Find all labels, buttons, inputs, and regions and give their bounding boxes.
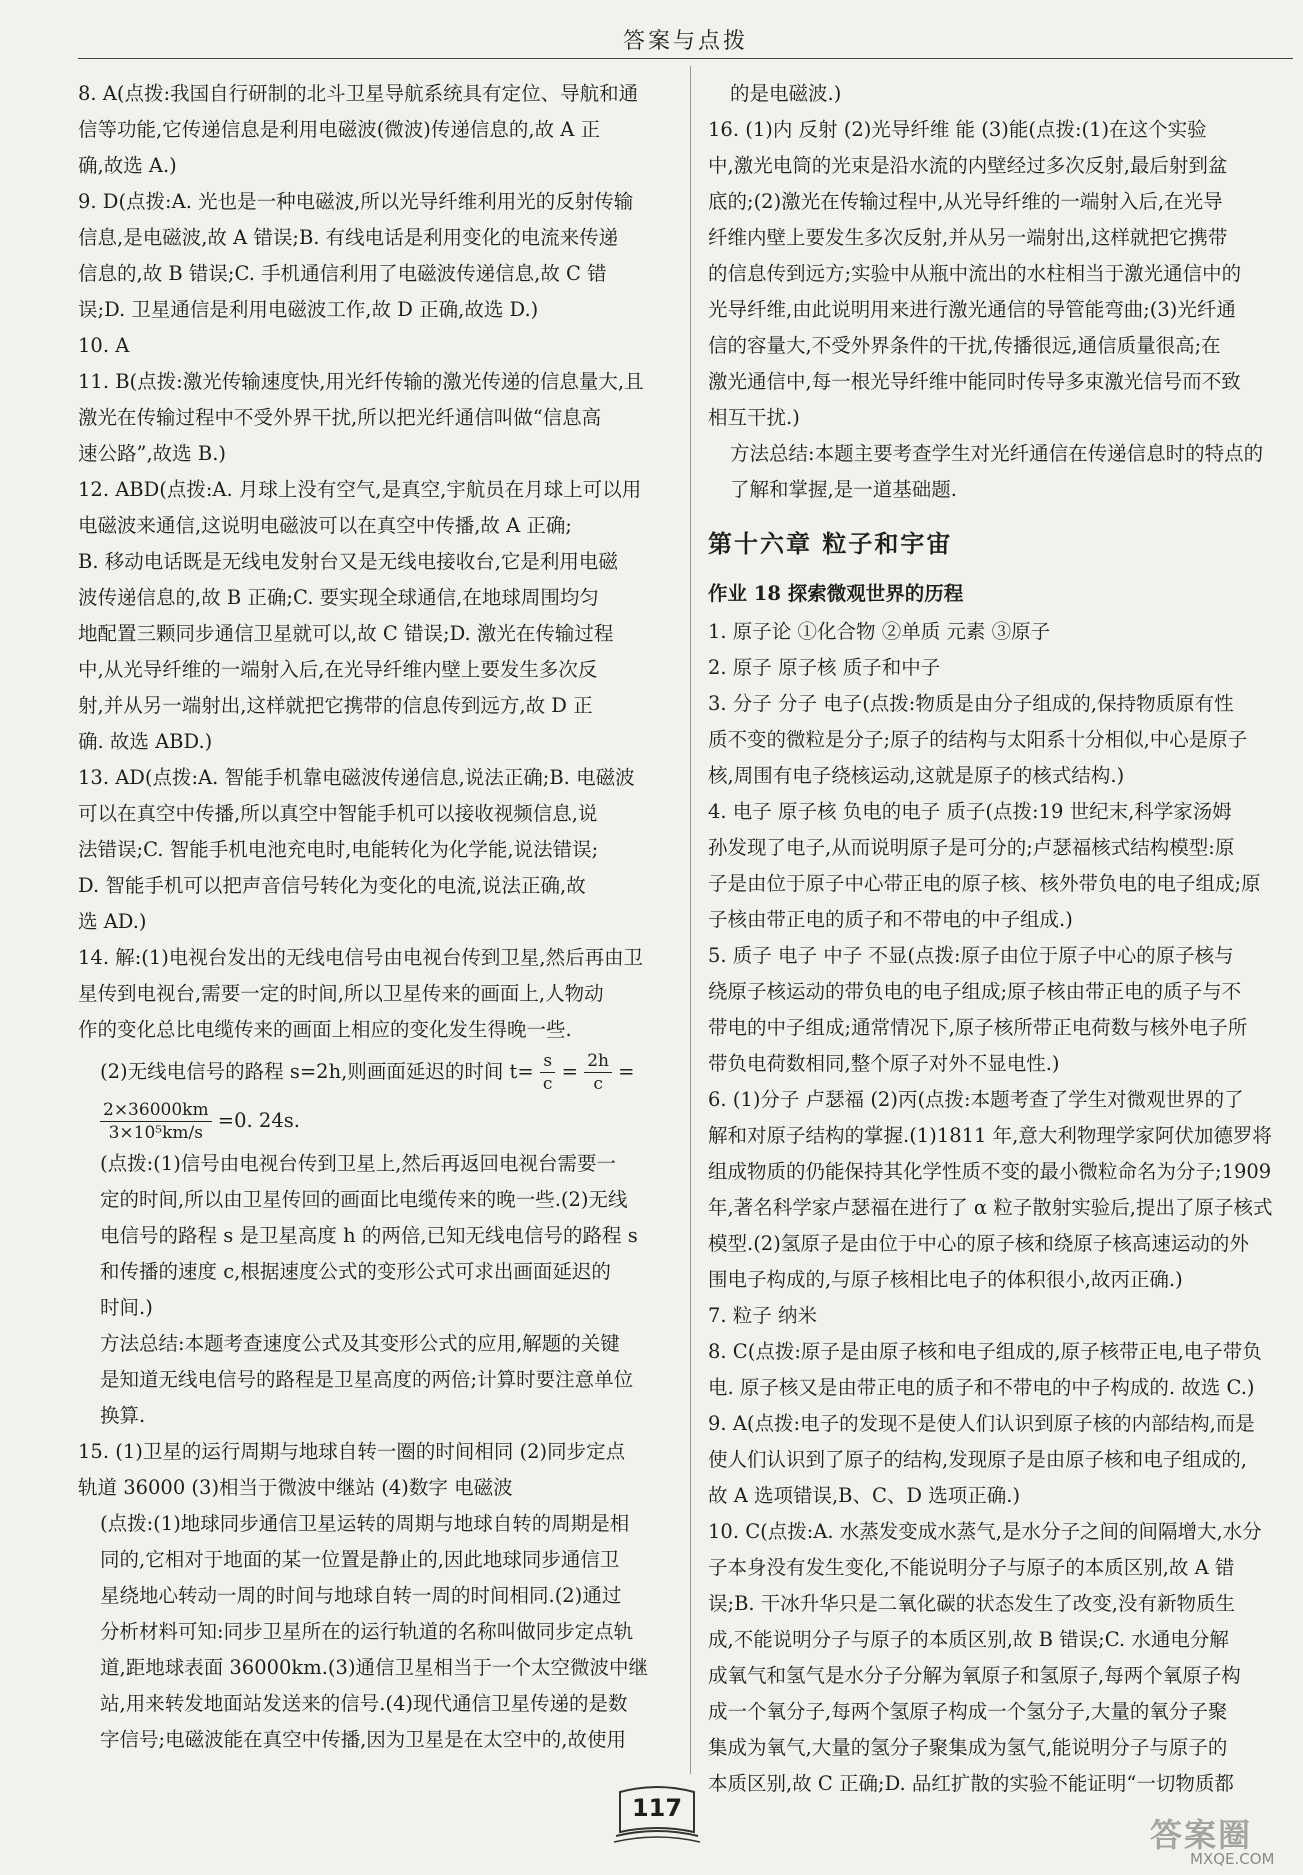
answer-15-continued: 的是电磁波.): [730, 82, 842, 105]
right-column: [708, 76, 1296, 1802]
chapter-title: 第十六章 粒子和宇宙: [708, 529, 953, 558]
equals-sign: =: [618, 1060, 635, 1083]
answer-15: 15. (1)卫星的运行周期与地球自转一圈的时间相同 (2)同步定点 轨道 36000 (3)相当于微波中继站 (4)数字 电磁波: [78, 1440, 626, 1499]
formula-line-2: [78, 1099, 675, 1144]
header-title: 答案与点拨: [622, 29, 748, 54]
answer-14: 14. 解:(1)电视台发出的无线电信号由电视台传到卫星,然后再由卫 星传到电视台,需要一定的时间,所以卫星传来的画面上,人物动 作的变化总比电缆传来的画面上相应的变化发生得晚一些.: [78, 946, 644, 1041]
answer-11: 11. B(点拨:激光传输速度快,用光纤传输的激光传递的信息量大,且 激光在传输过程中不受外界干扰,所以把光纤通信叫做“信息高 速公路”,故选 B.): [78, 370, 644, 465]
formula-line-1: [78, 1050, 675, 1095]
answer-8: 8. A(点拨:我国自行研制的北斗卫星导航系统具有定位、导航和通 信等功能,它传递信息是利用电磁波(微波)传递信息的,故 A 正 确,故选 A.): [78, 82, 639, 177]
answer-16: 16. (1)内 反射 (2)光导纤维 能 (3)能(点拨:(1)在这个实验 中,激光电筒的光束是沿水流的内壁经过多次反射,最后射到盆 底的;(2)激光在传输过程中,从光导纤维的一端射入后,在光导 纤维内壁上要发生多次反射,并从另一端射出,这样就把它携带 的信息传到远方;实验中从瓶中流出的水柱相当于激光通信中的 光导纤维,由此说明用来进行激光通信的导管能弯曲;(3)光纤通 信的容量大,不受外界条件的干扰,传播很远,通信质量很高;在 激光通信中,每一根光导纤维中能同时传导多束激光信号而不致 相互干扰.): [708, 118, 1242, 429]
question-10: 10. C(点拨:A. 水蒸发变成水蒸气,是水分子之间的间隔增大,水分 子本身没有发生变化,不能说明分子与原子的本质区别,故 A 错 误;B. 干冰升华只是二氧化碳的状态发生了改变,没有新物质生 成,不能说明分子与原子的本质区别,故 B 错误;C. 水通电分解 成氧气和氢气是水分子分解为氧原子和氢原子,每两个氧原子构 成一个氧分子,每两个氢原子构成一个氢分子,大量的氧分子聚 集成为氧气,大量的氢分子聚集成为氢气,能说明分子与原子的 本质区别,故 C 正确;D. 品红扩散的实验不能证明“一切物质都: [708, 1520, 1262, 1795]
watermark-logo-text: 答案圈: [1150, 1816, 1253, 1854]
page-header: [78, 0, 1293, 59]
question-2: 2. 原子 原子核 质子和中子: [708, 656, 941, 679]
answer-14-hint: (点拨:(1)信号由电视台传到卫星上,然后再返回电视台需要一 定的时间,所以由卫星传回的画面比电缆传来的晚一些.(2)无线 电信号的路程 s 是卫星高度 h 的两倍,已知无线电信号的路程 s 和传播的速度 c,根据速度公式的变形公式可求出画面延迟的 时间.): [100, 1152, 638, 1319]
fraction-calculation: [100, 1099, 212, 1144]
fraction-denominator: 3×10⁵km/s: [108, 1123, 203, 1143]
answer-16-summary: 方法总结:本题主要考查学生对光纤通信在传递信息时的特点的 了解和掌握,是一道基础题.: [730, 442, 1264, 501]
answer-13: 13. AD(点拨:A. 智能手机靠电磁波传递信息,说法正确;B. 电磁波 可以在真空中传播,所以真空中智能手机可以接收视频信息,说 法错误;C. 智能手机电池充电时,电能转化为化学能,说法错误; D. 智能手机可以把声音信号转化为变化的电流,说法正确,故 选 AD.): [78, 766, 635, 933]
question-3: 3. 分子 分子 电子(点拨:物质是由分子组成的,保持物质原有性 质不变的微粒是分子;原子的结构与太阳系十分相似,中心是原子 核,周围有电子绕核运动,这就是原子的核式结构.): [708, 692, 1248, 787]
question-1: 1. 原子论 ①化合物 ②单质 元素 ③原子: [708, 620, 1051, 643]
formula-text: (2)无线电信号的路程 s=2h,则画面延迟的时间 t=: [100, 1060, 534, 1083]
fraction-numerator: s: [540, 1050, 556, 1073]
question-5: 5. 质子 电子 中子 不显(点拨:原子由位于原子中心的原子核与 绕原子核运动的带负电的电子组成;原子核由带正电的质子与不 带电的中子组成;通常情况下,原子核所带正电荷数与核外电子所 带负电荷数相同,整个原子对外不显电性.): [708, 944, 1248, 1075]
fraction-numerator: 2h: [584, 1050, 612, 1073]
watermark-url: MXQE.COM: [1190, 1850, 1275, 1868]
formula-result: =0. 24s.: [217, 1109, 300, 1132]
answer-12: 12. ABD(点拨:A. 月球上没有空气,是真空,宇航员在月球上可以用 电磁波来通信,这说明电磁波可以在真空中传播,故 A 正确; B. 移动电话既是无线电发射台又是无线电接收台,它是利用电磁 波传递信息的,故 B 正确;C. 要实现全球通信,在地球周围均匀 地配置三颗同步通信卫星就可以,故 C 错误;D. 激光在传输过程 中,从光导纤维的一端射入后,在光导纤维内壁上要发生多次反 射,并从另一端射出,这样就把它携带的信息传到远方,故 D 正 确. 故选 ABD.): [78, 478, 642, 753]
page-number-text: 117: [631, 1794, 683, 1822]
equals-sign: =: [561, 1060, 578, 1083]
fraction-s-c: [540, 1050, 556, 1095]
answer-14-summary: 方法总结:本题考查速度公式及其变形公式的应用,解题的关键 是知道无线电信号的路程是卫星高度的两倍;计算时要注意单位 换算.: [100, 1332, 634, 1427]
question-6: 6. (1)分子 卢瑟福 (2)丙(点拨:本题考查了学生对微观世界的了 解和对原子结构的掌握.(1)1811 年,意大利物理学家阿伏加德罗将 组成物质的仍能保持其化学性质不变的最小微粒命名为分子;1909 年,著名科学家卢瑟福在进行了 α 粒子散射实验后,提出了原子核式 模型.(2)氢原子是由位于中心的原子核和绕原子核高速运动的外 围电子构成的,与原子核相比电子的体积很小,故丙正确.): [708, 1088, 1273, 1291]
question-8: 8. C(点拨:原子是由原子核和电子组成的,原子核带正电,电子带负 电. 原子核又是由带正电的质子和不带电的中子构成的. 故选 C.): [708, 1340, 1262, 1399]
fraction-numerator: 2×36000km: [100, 1099, 212, 1122]
fraction-2h-c: [584, 1050, 612, 1095]
question-7: 7. 粒子 纳米: [708, 1304, 818, 1327]
page-number: [612, 1780, 702, 1850]
answer-15-hint: (点拨:(1)地球同步通信卫星运转的周期与地球自转的周期是相 同的,它相对于地面的某一位置是静止的,因此地球同步通信卫 星绕地心转动一周的时间与地球自转一周的时间相同.(2)通过 分析材料可知:同步卫星所在的运行轨道的名称叫做同步定点轨 道,距地球表面 36000km.(3)通信卫星相当于一个太空微波中继 站,用来转发地面站发送来的信号.(4)现代通信卫星传递的是数 字信号;电磁波能在真空中传播,因为卫星是在太空中的,故使用: [100, 1512, 649, 1751]
fraction-denominator: c: [593, 1074, 603, 1094]
section-title: 作业 18 探索微观世界的历程: [708, 582, 964, 605]
answer-10: 10. A: [78, 334, 130, 357]
column-divider: [690, 66, 691, 1774]
answer-9: 9. D(点拨:A. 光也是一种电磁波,所以光导纤维利用光的反射传输 信息,是电磁波,故 A 错误;B. 有线电话是利用变化的电流来传递 信息的,故 B 错误;C. 手机通信利用了电磁波传递信息,故 C 错 误;D. 卫星通信是利用电磁波工作,故 D 正确,故选 D.): [78, 190, 634, 321]
question-9: 9. A(点拨:电子的发现不是使人们认识到原子核的内部结构,而是 使人们认识到了原子的结构,发现原子是由原子核和电子组成的, 故 A 选项错误,B、C、D 选项正确.): [708, 1412, 1255, 1507]
watermark: [1150, 1810, 1290, 1870]
question-4: 4. 电子 原子核 负电的电子 质子(点拨:19 世纪末,科学家汤姆 孙发现了电子,从而说明原子是可分的;卢瑟福核式结构模型:原 子是由位于原子中心带正电的原子核、核外带负电的电子组成;原 子核由带正电的质子和不带电的中子组成.): [708, 800, 1261, 931]
left-column: [78, 76, 675, 1758]
fraction-denominator: c: [542, 1074, 553, 1094]
